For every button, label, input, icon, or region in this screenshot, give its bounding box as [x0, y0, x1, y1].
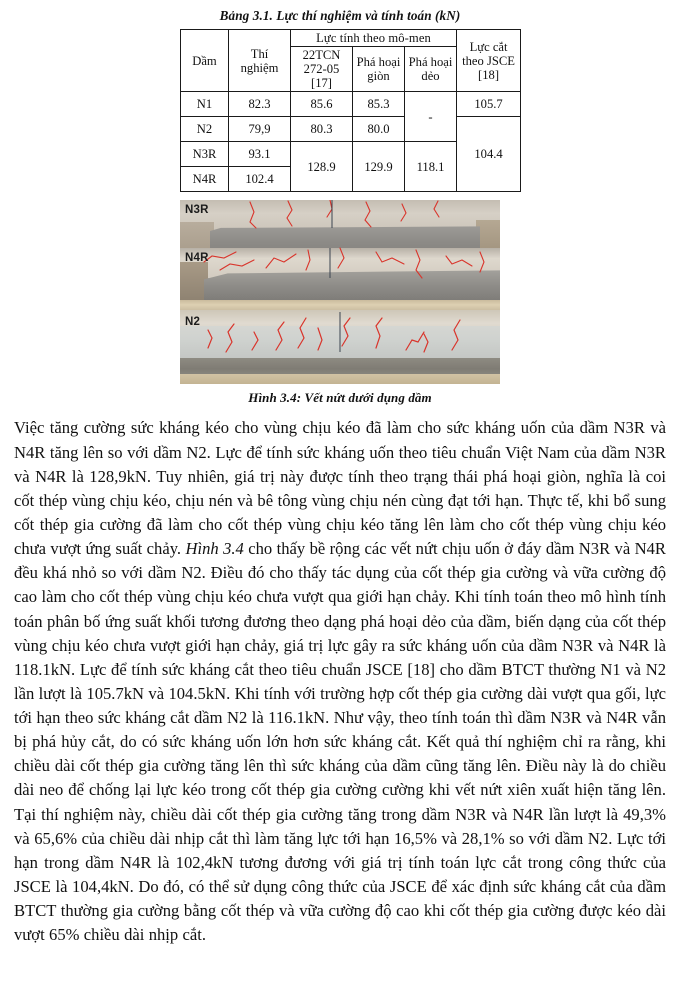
cell-luc-cat-jsce: 105.7 — [457, 92, 521, 117]
cell-pha-hoai-deo-merged: 118.1 — [405, 142, 457, 192]
figure-section — [180, 200, 500, 406]
cell-pha-hoai-deo-merged: - — [405, 92, 457, 142]
table-row — [181, 92, 521, 117]
header-cell-luc-tinh-theo-momen: Lực tính theo mô-men — [291, 30, 457, 47]
photo-content — [180, 200, 500, 384]
beam-crack-photograph — [180, 200, 500, 384]
beam-label-n2: N2 — [185, 316, 201, 329]
cell-luc-cat-jsce-merged: 104.4 — [457, 117, 521, 192]
cell-thi-nghiem: 93.1 — [229, 142, 291, 167]
crack-marking-overlay — [180, 200, 500, 384]
cell-beam-name: N4R — [181, 167, 229, 192]
force-results-table — [180, 29, 521, 192]
beam-label-n4r: N4R — [185, 252, 209, 265]
header-cell-22tcn: 22TCN 272-05 [17] — [291, 47, 353, 92]
body-paragraph — [14, 416, 666, 947]
table-header-row-1 — [181, 30, 521, 47]
body-text-section — [14, 416, 666, 947]
crack-lines-n2 — [208, 318, 460, 352]
cell-beam-name: N1 — [181, 92, 229, 117]
cell-thi-nghiem: 79,9 — [229, 117, 291, 142]
crack-lines-n3r — [250, 200, 439, 228]
cell-22tcn: 85.6 — [291, 92, 353, 117]
figure-caption: Hình 3.4: Vết nứt dưới dụng dầm — [248, 390, 432, 406]
table-body — [181, 92, 521, 192]
cell-pha-hoai-gion-merged: 129.9 — [353, 142, 405, 192]
header-cell-pha-hoai-gion: Phá hoại giòn — [353, 47, 405, 92]
cell-22tcn-merged: 128.9 — [291, 142, 353, 192]
header-cell-dam: Dầm — [181, 30, 229, 92]
header-cell-thi-nghiem: Thí nghiệm — [229, 30, 291, 92]
crack-lines-n4r — [204, 248, 484, 278]
cell-22tcn: 80.3 — [291, 117, 353, 142]
body-text-part-2: cho thấy bề rộng các vết nứt chịu uốn ở đáy dầm N3R và N4R đều khá nhỏ so với dầm N2. Điều đó cho thấy tác dụng của cốt thép gia cường và vữa cường độ cao làm cho cốt thép vùng chịu kéo chưa vượt qua giới hạn chảy. Khi tính toán theo mô hình tính toán phân bố ứng suất khối tương đương theo dạng phá hoại dẻo của dầm, biến dạng của cốt thép vùng chịu kéo chưa vượt giới hạn chảy, giá trị lực gây ra sức kháng uốn của dầm N3R và N4R là 118.1kN. Lực để tính sức kháng cắt theo tiêu chuẩn JSCE [18] cho dầm BTCT thường N1 và N2 lần lượt là 105.7kN và 104.5kN. Khi tính với trường hợp cốt thép gia cường dài vượt qua gối, lực tới hạn theo sức kháng cắt dầm N2 là 116.1kN. Như vậy, theo tính toán thì dầm N3R và N4R vẫn bị phá hủy cắt, do có sức kháng uốn lớn hơn sức kháng cắt. Kết quả thí nghiệm chỉ ra rằng, khi chiều dài cốt thép gia cường tăng lên thì sức kháng của dầm cũng tăng lên. Điều này là do chiều dài neo để chống lại lực kéo trong cốt thép gia cường cường khi vết nứt xiên xuất hiện tăng lên. Tại thí nghiệm này, chiều dài cốt thép gia cường tăng trong dầm N3R và N4R lần lượt là 49,3% và 65,6% của chiều dài nhịp cắt thì làm tăng lực tới hạn 16,5% và 28,1% so với dầm N2. Lực tới hạn trong dầm N4R là 102,4kN tương đương với giá trị tính toán lực cắt trong công thức của JSCE là 104,4kN. Do đó, có thể sử dụng công thức của JSCE để xác định sức kháng cắt của dầm BTCT thường gia cường bằng cốt thép và vữa cường độ cao khi cốt thép gia cường được kéo dài vượt 65% chiều dài nhịp cắt. — [14, 539, 666, 945]
table-row — [181, 117, 521, 142]
body-text-part-1: Việc tăng cường sức kháng kéo cho vùng chịu kéo đã làm cho sức kháng uốn của dầm N3R và N4R tăng lên so với dầm N2. Lực để tính sức kháng uốn theo tiêu chuẩn Việt Nam của dầm N3R và N4R là 128,9kN. Tuy nhiên, giá trị này được tính theo trạng thái phá hoại giòn, nghĩa là coi cốt thép vùng chịu kéo, chịu nén và bê tông vùng chịu nén cùng đạt tới hạn. Thực tế, khi bổ sung cốt thép gia cường đã làm cho cốt thép vùng chịu kéo tăng lên làm cho cốt thép vùng chịu kéo chưa vượt ứng suất chảy. — [14, 418, 666, 559]
table-section — [180, 0, 515, 192]
measurement-reference-lines — [330, 200, 340, 352]
header-cell-pha-hoai-deo: Phá hoại dẻo — [405, 47, 457, 92]
beam-label-n3r: N3R — [185, 204, 209, 217]
cell-pha-hoai-gion: 85.3 — [353, 92, 405, 117]
cell-beam-name: N2 — [181, 117, 229, 142]
cell-beam-name: N3R — [181, 142, 229, 167]
body-figure-reference: Hình 3.4 — [185, 539, 244, 559]
header-cell-luc-cat-jsce: Lực cắt theo JSCE [18] — [457, 30, 521, 92]
cell-pha-hoai-gion: 80.0 — [353, 117, 405, 142]
cell-thi-nghiem: 102.4 — [229, 167, 291, 192]
table-head — [181, 30, 521, 92]
cell-thi-nghiem: 82.3 — [229, 92, 291, 117]
table-caption: Bảng 3.1. Lực thí nghiệm và tính toán (kN) — [219, 8, 461, 23]
